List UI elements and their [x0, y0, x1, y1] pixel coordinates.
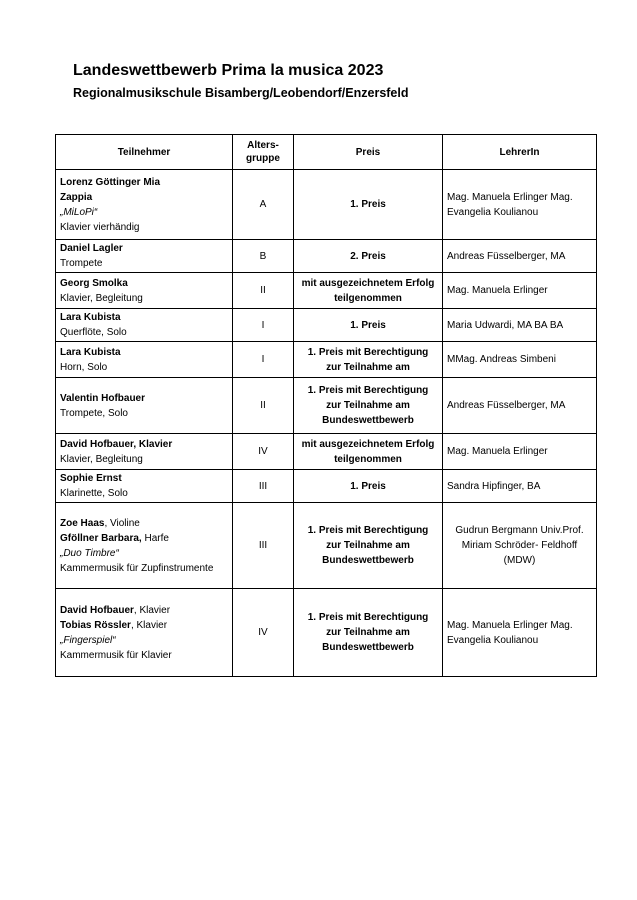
participant-instrument: , Klavier: [130, 619, 168, 631]
age-group-cell: IV: [233, 434, 294, 470]
table-row: [56, 378, 597, 434]
participant-cell: [56, 240, 233, 273]
column-header-participant: Teilnehmer: [56, 135, 233, 170]
results-table: [55, 134, 597, 677]
participant-name: Sophie Ernst: [60, 473, 122, 484]
teacher-cell: [443, 378, 597, 434]
prize-cell: [294, 470, 443, 503]
column-header-prize: Preis: [294, 135, 443, 170]
prize-cell: [294, 309, 443, 342]
participant-name: Georg Smolka: [60, 277, 128, 289]
participant-name: Lara Kubista: [60, 312, 121, 323]
participant-line: [60, 603, 228, 618]
prize-line: zur Teilnahme am: [326, 400, 410, 411]
participant-instrument: , Violine: [104, 517, 140, 529]
prize-line: mit ausgezeichnetem Erfolg: [301, 438, 435, 450]
teacher-cell: [443, 503, 597, 589]
prize-line: mit ausgezeichnetem Erfolg: [301, 277, 435, 289]
prize-line: 1. Preis mit Berechtigung: [307, 612, 429, 623]
prize-line: zur Teilnahme am: [326, 627, 410, 638]
age-group-cell: I: [233, 309, 294, 342]
participant-name: Tobias Rössler: [60, 619, 131, 631]
participant-detail: Horn, Solo: [60, 361, 108, 373]
participant-detail: Klavier, Begleitung: [60, 292, 143, 304]
participant-line: [60, 618, 228, 633]
table-row: [56, 240, 597, 273]
table-row: [56, 503, 597, 589]
participant-cell: [56, 170, 233, 240]
page-subtitle: Regionalmusikschule Bisamberg/Leobendorf/Enzersfeld: [73, 86, 409, 100]
participant-detail: Klarinette, Solo: [60, 488, 128, 499]
teacher-line: Maria Udwardi, MA BA BA: [447, 319, 564, 331]
prize-line: zur Teilnahme am: [326, 361, 410, 373]
teacher-line: MMag. Andreas Simbeni: [447, 354, 556, 365]
table-header-row: [56, 135, 597, 170]
prize-cell: [294, 170, 443, 240]
prize-line: teilgenommen: [334, 292, 402, 304]
teacher-line: Evangelia Koulianou: [447, 634, 539, 646]
teacher-line: Andreas Füsselberger, MA: [447, 400, 566, 411]
prize-line: 1. Preis mit Berechtigung: [307, 385, 429, 396]
participant-cell: [56, 273, 233, 309]
teacher-line: Mag. Manuela Erlinger Mag.: [447, 619, 573, 631]
table-row: [56, 309, 597, 342]
participant-name: Lara Kubista: [60, 346, 121, 358]
participant-name: Zoe Haas: [60, 517, 105, 529]
teacher-line: Mag. Manuela Erlinger: [447, 446, 548, 457]
prize-line: zur Teilnahme am: [326, 540, 410, 551]
participant-detail: Klavier, Begleitung: [60, 453, 143, 465]
teacher-cell: [443, 589, 597, 677]
participant-name: Valentin Hofbauer: [60, 392, 146, 404]
age-group-cell: II: [233, 378, 294, 434]
participant-detail: Klavier vierhändig: [60, 221, 140, 233]
participant-line: [60, 516, 228, 531]
participant-name: Gföllner Barbara,: [60, 532, 142, 544]
prize-cell: [294, 273, 443, 309]
participant-line: [60, 531, 228, 546]
participant-cell: [56, 378, 233, 434]
table-row: [56, 273, 597, 309]
prize-cell: [294, 503, 443, 589]
prize-line: 1. Preis mit Berechtigung: [307, 525, 429, 536]
prize-line: 1. Preis: [350, 199, 386, 210]
teacher-cell: [443, 309, 597, 342]
participant-name: Lorenz Göttinger Mia: [60, 176, 160, 188]
table-row: [56, 470, 597, 503]
prize-cell: [294, 589, 443, 677]
participant-cell: [56, 309, 233, 342]
teacher-cell: [443, 170, 597, 240]
age-group-cell: III: [233, 470, 294, 503]
table-row: [56, 434, 597, 470]
table-row: [56, 589, 597, 677]
participant-cell: [56, 470, 233, 503]
age-group-cell: II: [233, 273, 294, 309]
prize-line: 1. Preis mit Berechtigung: [307, 346, 429, 358]
participant-name: David Hofbauer: [60, 604, 134, 616]
teacher-line: Sandra Hipfinger, BA: [447, 480, 541, 492]
prize-cell: [294, 434, 443, 470]
table-row: [56, 342, 597, 378]
page-title: Landeswettbewerb Prima la musica 2023: [73, 62, 384, 79]
participant-detail: Zappia: [60, 191, 93, 203]
age-group-header-line: Alters-: [247, 140, 279, 151]
participant-cell: [56, 503, 233, 589]
participant-cell: [56, 434, 233, 470]
prize-line: teilgenommen: [334, 453, 402, 465]
teacher-line: Miriam Schröder- Feldhoff: [461, 540, 578, 551]
participant-cell: [56, 589, 233, 677]
prize-line: 2. Preis: [350, 250, 386, 262]
prize-line: 1. Preis: [350, 480, 386, 492]
teacher-line: Andreas Füsselberger, MA: [447, 250, 566, 262]
age-group-cell: IV: [233, 589, 294, 677]
prize-line: Bundeswettbewerb: [322, 555, 414, 566]
prize-cell: [294, 342, 443, 378]
teacher-cell: [443, 434, 597, 470]
participant-name: David Hofbauer, Klavier: [60, 438, 173, 450]
teacher-cell: [443, 470, 597, 503]
teacher-cell: [443, 342, 597, 378]
prize-line: 1. Preis: [350, 319, 386, 331]
table-row: [56, 170, 597, 240]
participant-detail: „Duo Timbre“: [60, 547, 119, 559]
participant-detail: Trompete: [60, 258, 103, 269]
teacher-cell: [443, 240, 597, 273]
teacher-line: (MDW): [503, 555, 536, 566]
age-group-cell: A: [233, 170, 294, 240]
prize-cell: [294, 378, 443, 434]
participant-cell: [56, 342, 233, 378]
teacher-line: Mag. Manuela Erlinger: [447, 285, 548, 296]
teacher-cell: [443, 273, 597, 309]
participant-detail: „MiLoPi“: [60, 206, 98, 218]
prize-line: Bundeswettbewerb: [322, 415, 414, 426]
teacher-line: Gudrun Bergmann Univ.Prof.: [455, 525, 584, 536]
age-group-cell: I: [233, 342, 294, 378]
column-header-teacher: LehrerIn: [443, 135, 597, 170]
participant-detail: Querflöte, Solo: [60, 327, 127, 338]
participant-detail: Trompete, Solo: [60, 407, 128, 419]
teacher-line: Mag. Manuela Erlinger Mag.: [447, 191, 573, 203]
teacher-line: Evangelia Koulianou: [447, 206, 539, 218]
participant-detail: „Fingerspiel“: [60, 634, 116, 646]
age-group-cell: B: [233, 240, 294, 273]
participant-instrument: Harfe: [141, 532, 169, 544]
participant-name: Daniel Lagler: [60, 243, 123, 254]
age-group-header-line: gruppe: [246, 153, 280, 164]
prize-line: Bundeswettbewerb: [322, 642, 414, 653]
participant-detail: Kammermusik für Klavier: [60, 649, 172, 661]
participant-detail: Kammermusik für Zupfinstrumente: [60, 562, 214, 574]
column-header-age-group: [233, 135, 294, 170]
participant-instrument: , Klavier: [133, 604, 171, 616]
prize-cell: [294, 240, 443, 273]
age-group-cell: III: [233, 503, 294, 589]
